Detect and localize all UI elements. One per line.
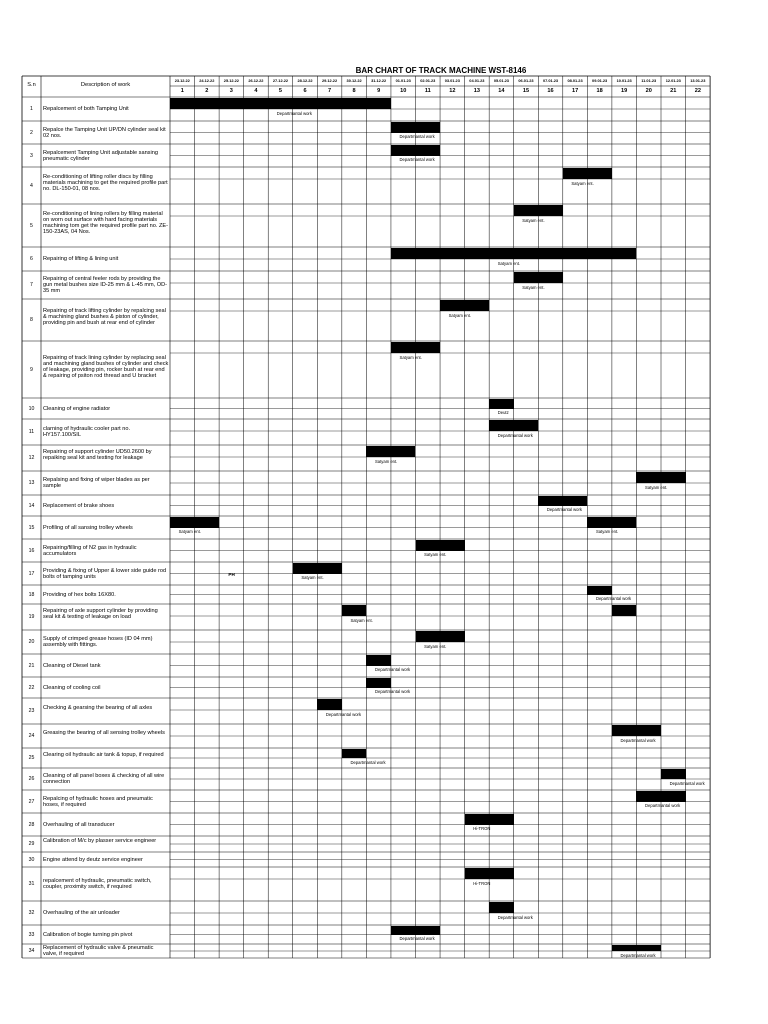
row-description: Repairing of axle support cylinder by providing seal kit & testing of leakage on load <box>43 608 158 620</box>
executor-label: Departmantal work <box>399 936 435 941</box>
task-bar <box>465 868 514 879</box>
date-header: 24.12.22 <box>199 78 215 83</box>
row-serial-number: 1 <box>30 106 33 112</box>
day-number-header: 1 <box>180 88 184 94</box>
executor-label: Hi-TRON <box>473 826 491 831</box>
row-description: Providing of hex bolts 16X80. <box>43 591 116 598</box>
executor-label: Departmantal work <box>620 952 656 958</box>
date-header: 26.12.22 <box>248 78 264 83</box>
row-description: Calibration of M/c by plasser service engineer <box>43 838 157 844</box>
task-bar <box>636 791 685 802</box>
row-serial-number: 3 <box>30 152 33 159</box>
row-serial-number: 5 <box>30 222 33 229</box>
row-description: Supply of crimped grease hoses (ID 04 mm) assembly with fittings. <box>43 636 153 648</box>
date-header: 02.01.23 <box>420 78 436 83</box>
row-serial-number: 16 <box>28 547 35 554</box>
row-description: Overhauling of all transducer <box>43 821 115 828</box>
date-header: 03.01.23 <box>444 78 460 83</box>
row-description: Cleaning of cooling coil <box>43 684 101 691</box>
executor-label: Satyam ent. <box>424 643 447 649</box>
task-bar <box>587 586 612 595</box>
row-description: Clearing oil hydraulic air tank & topup, if required <box>43 752 164 758</box>
executor-label: Departmantal work <box>620 737 656 743</box>
day-number-header: 10 <box>400 88 407 94</box>
date-header: 06.01.23 <box>518 78 534 83</box>
row-serial-number: 29 <box>28 841 35 847</box>
row-serial-number: 11 <box>28 429 35 435</box>
day-number-header: 21 <box>670 88 677 94</box>
date-header: 12.01.23 <box>665 78 681 83</box>
executor-label: Satyam ent. <box>178 529 201 534</box>
row-description: Calibration of bogie turning pin pivot <box>43 931 133 938</box>
executor-label: Hi-TRON <box>473 880 491 886</box>
row-description: Cleaning of Diesel tank <box>43 662 101 669</box>
executor-label: Deutz <box>497 410 509 415</box>
task-bar <box>391 122 440 133</box>
row-serial-number: 19 <box>28 614 35 620</box>
date-header: 13.01.23 <box>690 78 706 83</box>
task-bar <box>514 272 563 283</box>
row-description: Checking & gearsing the bearing of all axles <box>43 705 153 711</box>
day-number-header: 5 <box>278 88 283 94</box>
row-description: Repairing of track lifting cylinder by repalcing seal & machining gland bushes & piston of cylinder, providing pin and bush at rear end of cylinder <box>43 308 166 326</box>
task-bar <box>170 517 219 528</box>
executor-label: Satyam ent. <box>571 180 594 186</box>
row-description: Repalce the Tamping Unit UP/DN cylinder seal kit 02 nos. <box>43 126 166 139</box>
executor-label: Departmantal work <box>595 596 632 601</box>
row-serial-number: 13 <box>28 480 35 486</box>
day-number-header: 14 <box>498 88 505 94</box>
date-header: 28.12.22 <box>297 78 313 83</box>
row-description: Re-conditioning of lifting roller discs by filling materials machining to get the required profile part no. DL-150-01, 08 nos. <box>43 173 168 192</box>
row-serial-number: 27 <box>28 798 35 805</box>
row-description: Cleaning of engine radiator <box>43 405 111 412</box>
date-header: 31.12.22 <box>371 78 387 83</box>
executor-label: Departmantal work <box>374 667 411 672</box>
day-number-header: 2 <box>205 88 209 94</box>
row-description: Repalcement of both Tamping Unit <box>43 106 129 112</box>
row-serial-number: 32 <box>28 910 35 916</box>
public-holiday-label: PH <box>228 572 235 577</box>
row-serial-number: 25 <box>28 755 35 761</box>
row-serial-number: 15 <box>28 524 35 531</box>
executor-label: Departmantal work <box>374 689 411 694</box>
date-header: 25.12.22 <box>223 78 239 83</box>
row-serial-number: 30 <box>28 856 35 863</box>
row-serial-number: 20 <box>28 639 35 645</box>
task-bar <box>636 472 685 483</box>
task-bar <box>342 749 367 758</box>
row-serial-number: 4 <box>30 182 33 189</box>
task-bar <box>293 563 342 574</box>
day-number-header: 22 <box>694 88 701 94</box>
row-serial-number: 23 <box>28 708 35 714</box>
day-number-header: 8 <box>352 88 356 94</box>
row-description: Repairing of support cylinder UD50.2600 by repaiking seal kit and testing for leakage <box>43 449 152 461</box>
task-bar <box>489 399 514 409</box>
task-bar <box>538 496 587 506</box>
day-number-header: 11 <box>424 88 431 94</box>
date-header: 01.01.23 <box>395 78 411 83</box>
executor-label: Satyam ent. <box>497 260 521 266</box>
row-description: Repalsing and fixing of wiper blades as per sample <box>43 477 150 489</box>
executor-label: Departmantal work <box>399 134 435 139</box>
row-serial-number: 6 <box>30 256 33 262</box>
day-number-header: 15 <box>522 88 530 94</box>
executor-label: Satyam ent. <box>374 458 398 464</box>
day-number-header: 4 <box>254 88 258 94</box>
description-header: Description of work <box>80 82 131 88</box>
day-number-header: 16 <box>547 88 554 94</box>
row-description: clarning of hydraulic cooler part no. HY157.100/SIL <box>43 426 131 438</box>
task-bar <box>440 300 489 311</box>
row-serial-number: 34 <box>28 948 35 954</box>
date-header: 07.01.23 <box>542 78 559 83</box>
task-bar <box>342 605 367 616</box>
row-description: Replacement of brake shoes <box>43 502 115 509</box>
day-number-header: 6 <box>303 88 307 94</box>
day-number-header: 12 <box>449 88 456 94</box>
row-serial-number: 14 <box>28 502 35 509</box>
row-description: Replacement of hydraulic valve & pneumatic valve, if required <box>43 945 154 957</box>
row-description: Overhauling of the air unloader <box>43 910 120 916</box>
date-header: 10.01.23 <box>616 78 632 83</box>
executor-label: Departmantal work <box>325 711 362 717</box>
row-description: Cleaning of all panel boxes & checking of all wire connection <box>43 773 165 785</box>
task-bar <box>391 248 637 259</box>
chart-title: BAR CHART OF TRACK MACHINE WST-8146 <box>355 66 527 75</box>
row-description: Repalcement Tamping Unit adjustable sansing pneumatic cylinder <box>43 149 158 162</box>
row-description: Repairing of central feeler rods by providing the gun metal bushes size ID-25 mm & L-45 mm, OD-35 mm <box>43 276 168 294</box>
executor-label: Departmantal work <box>350 759 386 765</box>
executor-label: Satyam ent. <box>522 284 545 290</box>
date-header: 30.12.22 <box>346 78 362 83</box>
row-description: Greasing the bearing of all sensing trolley wheels <box>43 730 165 736</box>
row-description: repalcement of hydraulic, pneumatic switch, coupler, proximity switch, if required <box>43 878 152 890</box>
task-bar <box>489 420 538 431</box>
row-serial-number: 12 <box>28 455 35 461</box>
task-bar <box>317 699 342 710</box>
executor-label: Satyam ent. <box>595 529 619 534</box>
row-serial-number: 33 <box>28 931 35 938</box>
row-serial-number: 8 <box>30 317 33 323</box>
task-bar <box>587 517 636 528</box>
task-bar <box>661 769 686 779</box>
task-bar <box>514 205 563 216</box>
executor-label: Satyam ent. <box>301 575 324 580</box>
row-serial-number: 22 <box>28 684 35 691</box>
task-bar <box>366 446 415 457</box>
day-number-header: 9 <box>377 88 381 94</box>
executor-label: Departmantal work <box>497 432 533 438</box>
executor-label: Departmantal work <box>399 157 435 162</box>
executor-label: Satyam ent. <box>424 552 447 557</box>
day-number-header: 17 <box>571 88 579 94</box>
row-description: Repairing of track lining cylinder by replacing seal and machining gland bushes of cylinder and check of leakage, providing pin, rocker bush at rear end & repairing of psiton rod thread and U bracket <box>43 354 169 379</box>
sn-header: S.n <box>27 82 36 88</box>
executor-label: Departmantal work <box>546 507 582 512</box>
task-bar <box>170 98 391 109</box>
task-bar <box>416 631 465 642</box>
executor-label: Satyam ent. <box>645 484 668 490</box>
date-header: 08.01.23 <box>567 78 583 83</box>
row-serial-number: 21 <box>28 662 35 669</box>
day-number-header: 20 <box>645 88 652 94</box>
date-header: 04.01.23 <box>469 78 485 83</box>
row-serial-number: 18 <box>28 591 35 598</box>
task-bar <box>391 926 440 935</box>
date-header: 29.12.22 <box>321 78 338 83</box>
date-header: 27.12.22 <box>272 78 289 83</box>
row-description: Repairing/filling of N2 gas in hydraulic accumulators <box>43 544 137 557</box>
task-bar <box>563 168 612 179</box>
executor-label: Satyam ent. <box>350 617 373 623</box>
date-header: 23.12.22 <box>174 78 190 83</box>
date-header: 09.01.23 <box>592 78 608 83</box>
task-bar <box>416 540 465 551</box>
row-serial-number: 26 <box>28 776 35 782</box>
executor-label: Satyam ent. <box>448 312 471 318</box>
executor-label: Departmantal work <box>276 110 312 116</box>
row-serial-number: 31 <box>28 881 35 887</box>
task-bar <box>489 902 514 913</box>
row-description: Profiling of all sansing trolley wheels <box>43 524 133 531</box>
task-bar <box>366 678 391 688</box>
row-description: Repairing of lifting & lining unit <box>43 256 119 262</box>
day-number-header: 19 <box>621 88 628 94</box>
executor-label: Departmantal work <box>669 780 705 786</box>
executor-label: Satyam ent. <box>399 354 422 360</box>
row-serial-number: 7 <box>30 282 33 288</box>
row-description: Re-conditioning of lining rollers by filling material on worn out surface with hard facing materials machining tom get the required profile part no. ZE-150-23AS, 04 Nos. <box>43 210 168 235</box>
task-bar <box>391 145 440 156</box>
row-serial-number: 10 <box>28 405 35 412</box>
row-description: Repalcing of hydraulic hoses and pneumatic hoses, if required <box>43 795 153 808</box>
executor-label: Departmantal work <box>497 914 533 920</box>
task-bar <box>612 725 661 736</box>
row-serial-number: 24 <box>28 733 35 739</box>
public-holiday-label: PH <box>228 99 235 104</box>
date-header: 05.01.23 <box>493 78 509 83</box>
task-bar <box>465 814 514 825</box>
task-bar <box>391 342 440 353</box>
task-bar <box>366 655 391 666</box>
executor-label: Departmantal work <box>645 803 681 808</box>
row-serial-number: 17 <box>28 570 35 577</box>
date-header: 11.01.23 <box>641 78 657 83</box>
row-serial-number: 2 <box>30 129 33 136</box>
day-number-header: 13 <box>473 88 480 94</box>
task-bar <box>612 945 661 951</box>
row-description: Providing & fixing of Upper & lower side guide rod bolts of tamping units <box>43 567 167 580</box>
row-serial-number: 9 <box>30 366 33 373</box>
executor-label: Satyam ent. <box>522 217 545 223</box>
row-description: Engine attend by deutz service engineer <box>43 856 143 863</box>
row-serial-number: 28 <box>28 821 35 828</box>
day-number-header: 18 <box>596 88 603 94</box>
day-number-header: 3 <box>229 88 233 94</box>
task-bar <box>612 605 637 616</box>
day-number-header: 7 <box>328 88 332 94</box>
